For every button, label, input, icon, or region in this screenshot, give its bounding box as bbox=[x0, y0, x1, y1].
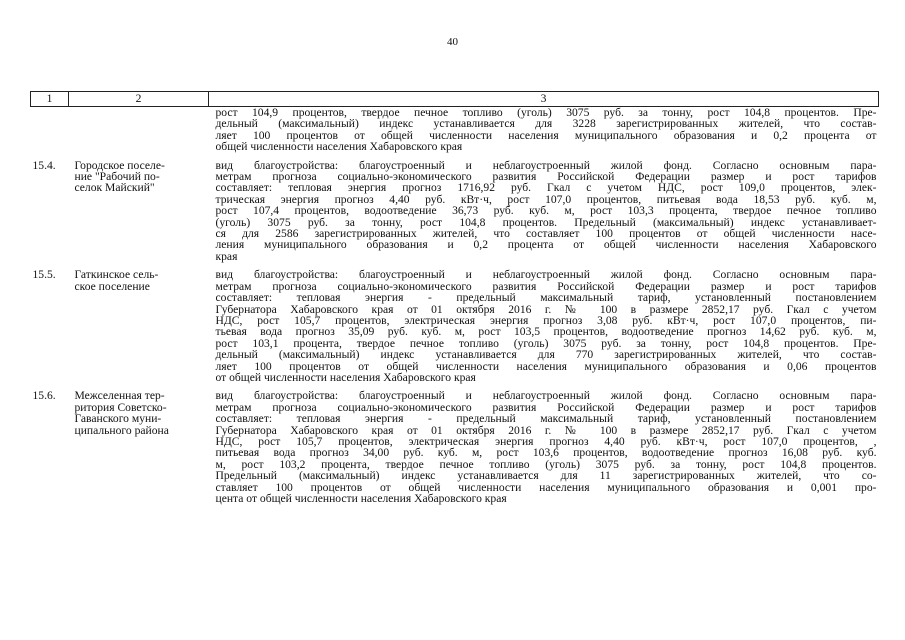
text-line: рост 103,1 процента, твердое печное топливо (уголь) 3075 руб. за тонну, рост 104,8 процентов. Пре- bbox=[215, 336, 877, 350]
text-line: рост 104,9 процентов, твердое печное топливо (уголь) 3075 руб. за тонну, рост 104,8 процентов. Пре- bbox=[215, 106, 877, 119]
text-line: Предельный (максимальный) индекс устанавливается для 11 зарегистрированных жителей, что со- bbox=[215, 469, 877, 483]
text-line: составляет: тепловая энергия - предельный максимальный тариф, установленный постановлением bbox=[215, 412, 877, 426]
text-line: цента от общей численности населения Хабаровского края bbox=[215, 492, 507, 505]
header-col-3: 3 bbox=[209, 92, 879, 107]
settlement-name bbox=[69, 383, 209, 504]
tariff-description bbox=[209, 262, 879, 383]
text-line: метрам прогноза социально-экономического развития Российской Федерации размер и рост тарифов bbox=[215, 400, 877, 414]
name-line: селок Майский" bbox=[74, 181, 155, 195]
text-line: составляет: тепловая энергия прогноз 1716,92 руб. Гкал с учетом НДС, рост 109,0 процентов, элек- bbox=[215, 181, 877, 195]
row-number: 15.4. bbox=[32, 158, 56, 172]
header-col-1: 1 bbox=[31, 92, 69, 107]
text-line: рост 107,4 процентов, водоотведение 36,73 руб. куб. м, рост 103,3 процента, твердое печное топливо bbox=[215, 204, 877, 218]
text-line: Губернатора Хабаровского края от 01 октября 2016 г. № 100 в размере 2852,17 руб. Гкал с учетом bbox=[215, 423, 877, 437]
table-header bbox=[31, 92, 879, 107]
text-line: ставляет 100 процентов от общей численности населения муниципального образования и 0,001 про- bbox=[215, 480, 877, 494]
name-line: ние "Рабочий по- bbox=[74, 170, 160, 184]
settlement-name bbox=[69, 153, 209, 263]
text-line: вид благоустройства: благоустроенный и неблагоустроенный жилой фонд. Согласно основным пара- bbox=[215, 389, 877, 403]
settlement-name bbox=[69, 262, 209, 383]
row-number: 15.5. bbox=[32, 268, 56, 282]
text-line: питьевая вода прогноз 34,00 руб. куб. м, рост 103,6 процентов, водоотведение прогноз 16,08 руб. куб. bbox=[215, 446, 877, 460]
text-line: составляет: тепловая энергия - предельный максимальный тариф, установленный постановлением bbox=[215, 291, 877, 305]
text-line: метрам прогноза социально-экономического развития Российской Федерации размер и рост тарифов bbox=[215, 170, 877, 184]
text-line: м, рост 103,2 процента, твердое печное топливо (уголь) 3075 руб. за тонну, рост 104,8 процентов. bbox=[215, 457, 877, 471]
table-row-continuation bbox=[31, 107, 879, 153]
text-line: трическая энергия прогноз 4,40 руб. кВт·ч, рост 107,0 процентов, питьевая вода 18,53 руб. куб. м, bbox=[215, 192, 877, 206]
tariff-description bbox=[209, 383, 879, 504]
name-line: ское поселение bbox=[74, 279, 150, 293]
continuation-text bbox=[209, 107, 879, 153]
table-row-15-6 bbox=[31, 383, 879, 504]
text-line: метрам прогноза социально-экономического развития Российской Федерации размер и рост тарифов bbox=[215, 279, 877, 293]
continuation-name bbox=[69, 107, 209, 153]
text-line: дельный (максимальный) индекс устанавливается для 3228 зарегистрированных жителей, что состав- bbox=[215, 117, 877, 131]
text-line: общей численности населения Хабаровского края bbox=[215, 140, 463, 154]
name-line: ритория Советско- bbox=[74, 400, 167, 414]
name-line: Межселенная тер- bbox=[74, 389, 165, 403]
text-line: тьевая вода прогноз 35,09 руб. куб. м, рост 103,5 процентов, водоотведение прогноз 14,62 руб. куб. м, bbox=[215, 325, 877, 339]
name-line: ципального района bbox=[74, 423, 169, 437]
text-line: НДС, рост 105,7 процентов, электрическая энергия прогноз 4,40 руб. кВт·ч, рост 107,0 процентов, , bbox=[215, 434, 877, 448]
name-line: Гаванского муни- bbox=[74, 412, 162, 426]
table-row-15-4 bbox=[31, 153, 879, 263]
text-line: ляет 100 процентов от общей численности населения муниципального образования и 0,2 процента от bbox=[215, 128, 877, 142]
table-row-15-5 bbox=[31, 262, 879, 383]
header-row bbox=[31, 92, 879, 107]
text-line: ляет 100 процентов от общей численности населения муниципального образования и 0,06 процентов bbox=[215, 359, 877, 373]
text-line: края bbox=[215, 249, 238, 263]
text-line: ся для 2586 зарегистрированных жителей, что составляет 100 процентов от общей численности насе- bbox=[215, 227, 877, 241]
text-line: дельный (максимальный) индекс устанавливается для 770 зарегистрированных жителей, что состав- bbox=[215, 348, 877, 362]
header-col-2: 2 bbox=[69, 92, 209, 107]
row-number: 15.6. bbox=[32, 389, 56, 403]
name-line: Городское поселе- bbox=[74, 158, 165, 172]
tariff-table bbox=[30, 91, 879, 504]
text-line: (уголь) 3075 руб. за тонну, рост 104,8 процентов. Предельный (максимальный) индекс устанавливает- bbox=[215, 215, 877, 229]
tariff-description bbox=[209, 153, 879, 263]
continuation-num bbox=[31, 107, 69, 153]
name-line: Гаткинское сель- bbox=[74, 268, 159, 282]
page-number: 40 bbox=[447, 36, 458, 48]
text-line: от общей численности населения Хабаровского края bbox=[215, 370, 476, 384]
text-line: Губернатора Хабаровского края от 01 октября 2016 г. № 100 в размере 2852,17 руб. Гкал с учетом bbox=[215, 302, 877, 316]
text-line: вид благоустройства: благоустроенный и неблагоустроенный жилой фонд. Согласно основным пара- bbox=[215, 158, 877, 172]
text-line: ления муниципального образования и 0,2 процента от общей численности населения Хабаровского bbox=[215, 238, 877, 252]
text-line: вид благоустройства: благоустроенный и неблагоустроенный жилой фонд. Согласно основным пара- bbox=[215, 268, 877, 282]
text-line: НДС, рост 105,7 процентов, электрическая энергия прогноз 3,08 руб. кВт·ч, рост 107,0 процентов, пи- bbox=[215, 313, 877, 327]
